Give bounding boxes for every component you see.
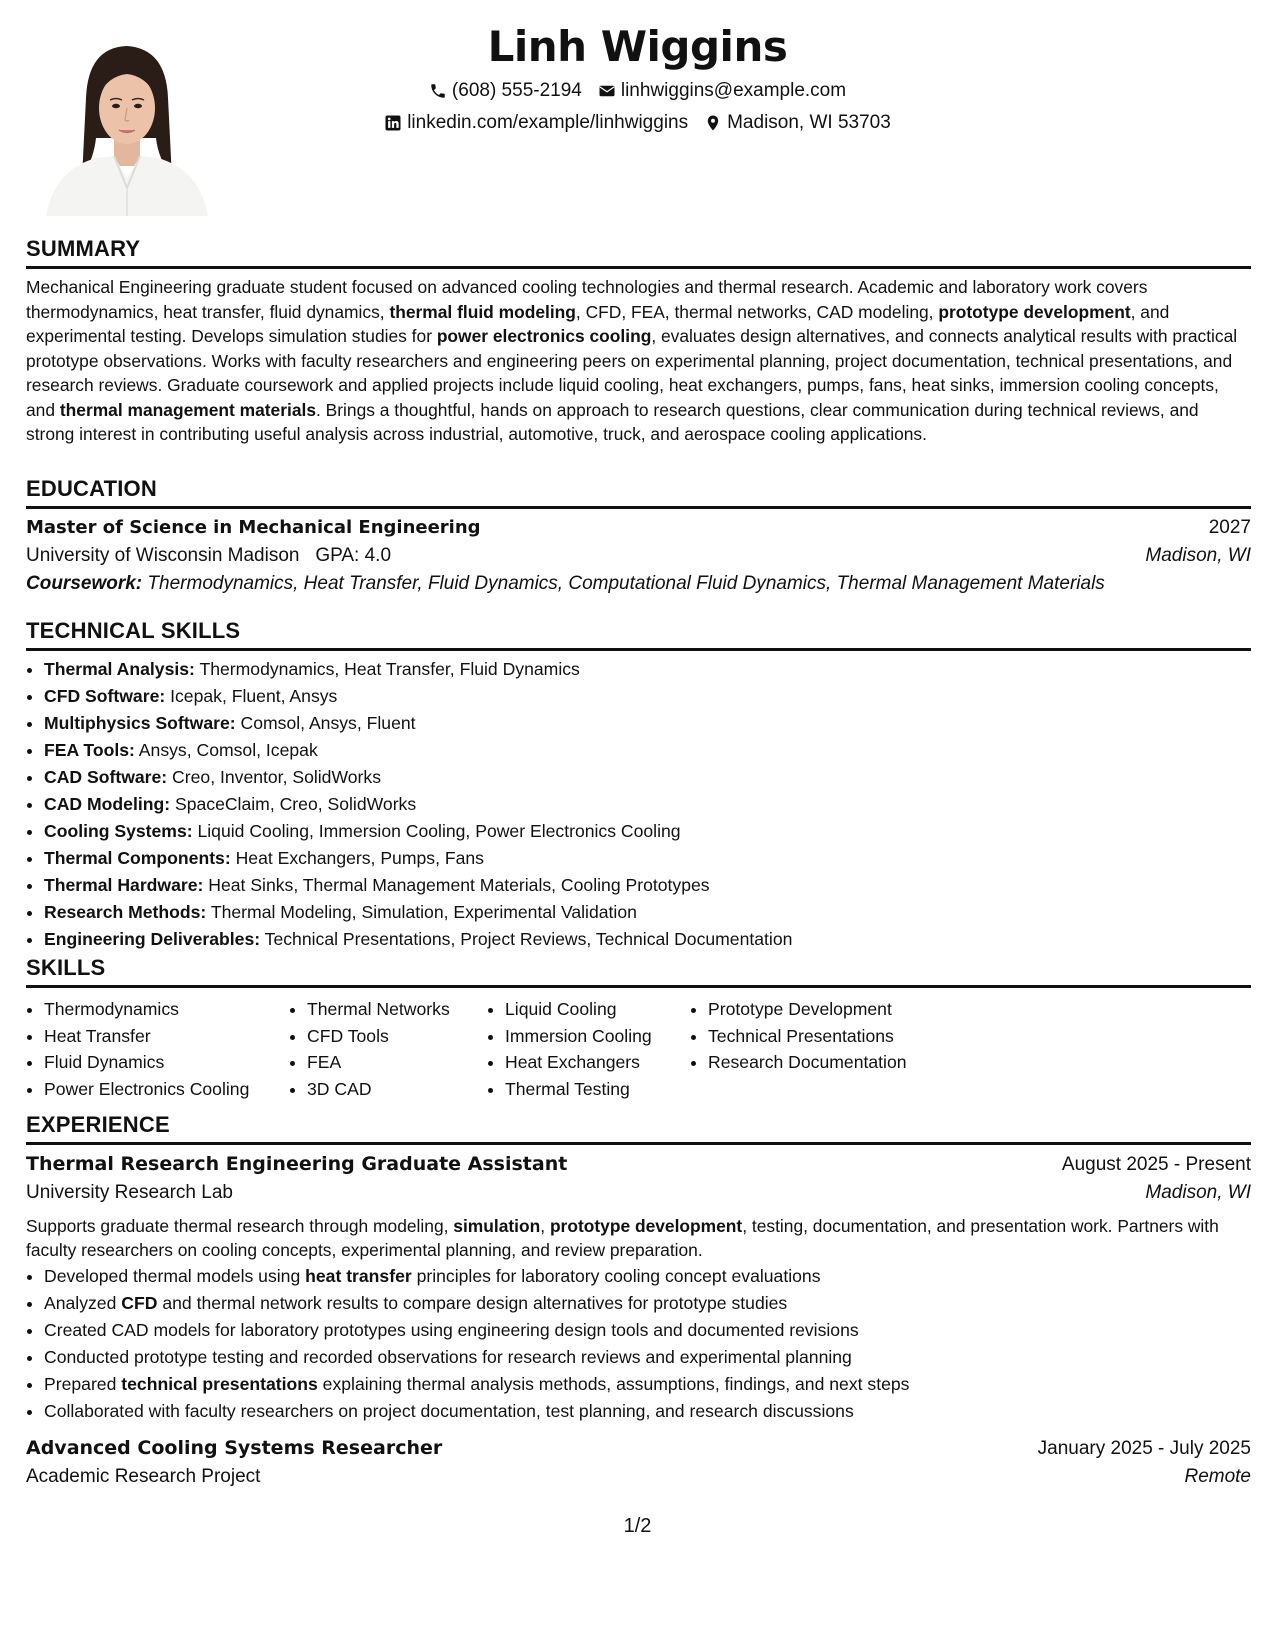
linkedin-item[interactable] bbox=[384, 112, 688, 134]
job-description bbox=[26, 1214, 1251, 1262]
email-item[interactable] bbox=[598, 80, 846, 102]
section-divider bbox=[26, 506, 1251, 509]
skill-category: Thermal Components: bbox=[44, 848, 231, 868]
skill-category: CAD Modeling: bbox=[44, 794, 171, 814]
skill-category: CFD Software: bbox=[44, 686, 166, 706]
list-item bbox=[44, 656, 1251, 683]
job-bullets bbox=[26, 1263, 1251, 1425]
location-item bbox=[704, 112, 891, 134]
gpa: GPA: 4.0 bbox=[315, 545, 392, 566]
list-item bbox=[44, 1263, 1251, 1290]
skill-category: CAD Software: bbox=[44, 767, 168, 787]
summary-emphasis: power electronics cooling bbox=[436, 326, 652, 346]
section-divider bbox=[26, 1142, 1251, 1145]
summary-emphasis: prototype development bbox=[938, 301, 1131, 322]
skills-grid bbox=[26, 996, 1251, 1102]
bullet-text: and thermal network results to compare design alternatives for prototype studies bbox=[157, 1293, 788, 1313]
skill-values: Heat Exchangers, Pumps, Fans bbox=[230, 848, 484, 868]
list-item bbox=[44, 710, 1251, 737]
coursework-line bbox=[26, 573, 1251, 595]
coursework-label: Coursework: bbox=[26, 573, 143, 594]
school-name: University of Wisconsin Madison bbox=[26, 545, 300, 566]
experience-section bbox=[26, 1112, 1251, 1488]
list-item bbox=[44, 845, 1251, 872]
bullet-text: Conducted prototype testing and recorded observations for research reviews and experimental planning bbox=[44, 1347, 852, 1367]
list-item: • Thermal Networks bbox=[307, 996, 487, 1023]
email-text: linhwiggins@example.com bbox=[620, 80, 847, 101]
job-title: Advanced Cooling Systems Researcher bbox=[26, 1437, 443, 1459]
summary-emphasis: thermal fluid modeling bbox=[389, 301, 576, 322]
section-divider bbox=[26, 266, 1251, 269]
job-header-row bbox=[26, 1437, 1251, 1460]
bullet-text: principles for laboratory cooling concept evaluations bbox=[411, 1266, 821, 1286]
summary-text bbox=[26, 275, 1251, 447]
list-item: • Thermal Testing bbox=[505, 1076, 690, 1103]
bullet-emphasis: CFD bbox=[121, 1293, 158, 1313]
skills-column-3 bbox=[487, 996, 690, 1102]
skill-values: Creo, Inventor, SolidWorks bbox=[167, 767, 381, 787]
list-item: • 3D CAD bbox=[307, 1076, 487, 1103]
contact-line-2 bbox=[0, 112, 1275, 134]
skill-values: Heat Sinks, Thermal Management Materials, Cooling Prototypes bbox=[203, 875, 710, 895]
list-item bbox=[44, 872, 1251, 899]
skill-values: Technical Presentations, Project Reviews, Technical Documentation bbox=[260, 929, 793, 949]
summary-part: , CFD, FEA, thermal networks, CAD modeling, bbox=[575, 301, 939, 322]
phone-item[interactable] bbox=[429, 80, 582, 102]
list-item: • Fluid Dynamics bbox=[44, 1049, 289, 1076]
list-item bbox=[44, 737, 1251, 764]
skill-values: Thermodynamics, Heat Transfer, Fluid Dynamics bbox=[194, 659, 580, 679]
list-item bbox=[44, 818, 1251, 845]
school-location: Madison, WI bbox=[1145, 545, 1251, 566]
technical-skills-list bbox=[26, 656, 1251, 953]
degree-row bbox=[26, 517, 1251, 539]
list-item: • Heat Transfer bbox=[44, 1023, 289, 1050]
job-location: Madison, WI bbox=[1145, 1182, 1251, 1203]
summary-part: Mechanical Engineering graduate student focused on advanced cooling technologies and thermal research. Academic and laboratory work covers thermodynamics, heat transfer, fluid dynamics, bbox=[26, 277, 1148, 322]
summary-heading: SUMMARY bbox=[26, 236, 141, 261]
section-divider bbox=[26, 648, 1251, 651]
skills-section bbox=[26, 955, 1251, 1102]
list-item: • Immersion Cooling bbox=[505, 1023, 690, 1050]
list-item: • Thermodynamics bbox=[44, 996, 289, 1023]
bullet-text: explaining thermal analysis methods, assumptions, findings, and next steps bbox=[317, 1374, 910, 1394]
list-item bbox=[44, 1398, 1251, 1425]
summary-part: , and experimental testing. Develops simulation studies for bbox=[26, 301, 1170, 346]
list-item bbox=[44, 899, 1251, 926]
skill-category: Research Methods: bbox=[44, 902, 207, 922]
skill-category: Multiphysics Software: bbox=[44, 713, 236, 733]
skill-values: SpaceClaim, Creo, SolidWorks bbox=[170, 794, 417, 814]
phone-icon bbox=[429, 82, 447, 100]
description-part: Supports graduate thermal research through modeling, bbox=[26, 1216, 454, 1236]
skill-category: FEA Tools: bbox=[44, 740, 135, 760]
map-pin-icon bbox=[704, 114, 722, 132]
bullet-emphasis: technical presentations bbox=[121, 1374, 318, 1394]
section-divider bbox=[26, 985, 1251, 988]
job-organization: Academic Research Project bbox=[26, 1466, 261, 1487]
linkedin-icon bbox=[384, 114, 402, 132]
linkedin-text: linkedin.com/example/linhwiggins bbox=[407, 112, 689, 133]
bullet-text: Collaborated with faculty researchers on project documentation, test planning, and research discussions bbox=[44, 1401, 854, 1421]
list-item: • Heat Exchangers bbox=[505, 1049, 690, 1076]
bullet-text: Developed thermal models using bbox=[44, 1266, 306, 1286]
education-section bbox=[26, 476, 1251, 595]
list-item: • FEA bbox=[307, 1049, 487, 1076]
list-item: • Technical Presentations bbox=[708, 1023, 968, 1050]
description-emphasis: prototype development bbox=[549, 1216, 743, 1236]
description-part: , bbox=[540, 1216, 550, 1236]
list-item bbox=[44, 1290, 1251, 1317]
envelope-icon bbox=[598, 82, 616, 100]
job-org-row bbox=[26, 1182, 1251, 1204]
job-organization: University Research Lab bbox=[26, 1182, 233, 1203]
bullet-emphasis: heat transfer bbox=[305, 1266, 412, 1286]
list-item bbox=[44, 683, 1251, 710]
list-item bbox=[44, 926, 1251, 953]
job-org-row bbox=[26, 1466, 1251, 1488]
page-number: 1/2 bbox=[623, 1515, 652, 1537]
skill-values: Thermal Modeling, Simulation, Experimental Validation bbox=[206, 902, 637, 922]
job-header-row bbox=[26, 1153, 1251, 1176]
list-item: • Liquid Cooling bbox=[505, 996, 690, 1023]
job-title: Thermal Research Engineering Graduate Assistant bbox=[26, 1153, 568, 1175]
job-dates: August 2025 - Present bbox=[1061, 1154, 1251, 1175]
coursework-list: Thermodynamics, Heat Transfer, Fluid Dynamics, Computational Fluid Dynamics, Thermal Management Materials bbox=[142, 573, 1105, 594]
skill-category: Cooling Systems: bbox=[44, 821, 193, 841]
bullet-text: Analyzed bbox=[44, 1293, 122, 1313]
experience-heading: EXPERIENCE bbox=[26, 1112, 170, 1137]
skills-column-4 bbox=[690, 996, 968, 1102]
degree-name: Master of Science in Mechanical Engineering bbox=[26, 517, 481, 538]
description-part: , testing, documentation, and presentation work. Partners with faculty researchers on cooling concepts, experimental planning, and review preparation. bbox=[26, 1216, 1219, 1260]
list-item bbox=[44, 1371, 1251, 1398]
skill-values: Liquid Cooling, Immersion Cooling, Power Electronics Cooling bbox=[192, 821, 681, 841]
skills-column-1 bbox=[26, 996, 289, 1102]
summary-section bbox=[26, 236, 1251, 447]
school-line bbox=[26, 545, 391, 567]
contact-line-1 bbox=[0, 80, 1275, 102]
bullet-text: Created CAD models for laboratory prototypes using engineering design tools and documented revisions bbox=[44, 1320, 859, 1340]
description-emphasis: simulation bbox=[453, 1216, 541, 1236]
technical-skills-section bbox=[26, 618, 1251, 953]
graduation-year: 2027 bbox=[1208, 517, 1251, 538]
job-location: Remote bbox=[1184, 1466, 1251, 1487]
list-item: • Prototype Development bbox=[708, 996, 968, 1023]
location-text: Madison, WI 53703 bbox=[727, 112, 891, 133]
list-item: • Power Electronics Cooling bbox=[44, 1076, 289, 1103]
skills-heading: SKILLS bbox=[26, 955, 106, 980]
list-item bbox=[44, 791, 1251, 818]
skill-category: Thermal Hardware: bbox=[44, 875, 204, 895]
bullet-text: Prepared bbox=[44, 1374, 122, 1394]
education-heading: EDUCATION bbox=[26, 476, 157, 501]
skills-column-2 bbox=[289, 996, 487, 1102]
list-item bbox=[44, 1317, 1251, 1344]
skill-category: Thermal Analysis: bbox=[44, 659, 195, 679]
skill-values: Ansys, Comsol, Icepak bbox=[134, 740, 318, 760]
list-item: • CFD Tools bbox=[307, 1023, 487, 1050]
summary-emphasis: thermal management materials bbox=[59, 399, 316, 420]
skill-values: Icepak, Fluent, Ansys bbox=[165, 686, 338, 706]
technical-skills-heading: TECHNICAL SKILLS bbox=[26, 618, 241, 643]
job-dates: January 2025 - July 2025 bbox=[1037, 1438, 1251, 1459]
phone-text: (608) 555-2194 bbox=[451, 80, 582, 101]
list-item bbox=[44, 764, 1251, 791]
school-row bbox=[26, 545, 1251, 567]
list-item bbox=[44, 1344, 1251, 1371]
summary-part: . Brings a thoughtful, hands on approach to research questions, clear communication during technical reviews, and strong interest in contributing useful analysis across industrial, automotive, truck, and aerospace cooling applications. bbox=[26, 399, 1199, 444]
skill-category: Engineering Deliverables: bbox=[44, 929, 261, 949]
candidate-name: Linh Wiggins bbox=[487, 22, 788, 71]
list-item: • Research Documentation bbox=[708, 1049, 968, 1076]
skill-values: Comsol, Ansys, Fluent bbox=[235, 713, 416, 733]
summary-part: , evaluates design alternatives, and connects analytical results with practical prototype observations. Works with faculty researchers and engineering peers on experimental planning, project documentation, technical presentations, and research reviews. Graduate coursework and applied projects include liquid cooling, heat exchangers, pumps, fans, heat sinks, immersion cooling concepts, and bbox=[26, 326, 1238, 420]
